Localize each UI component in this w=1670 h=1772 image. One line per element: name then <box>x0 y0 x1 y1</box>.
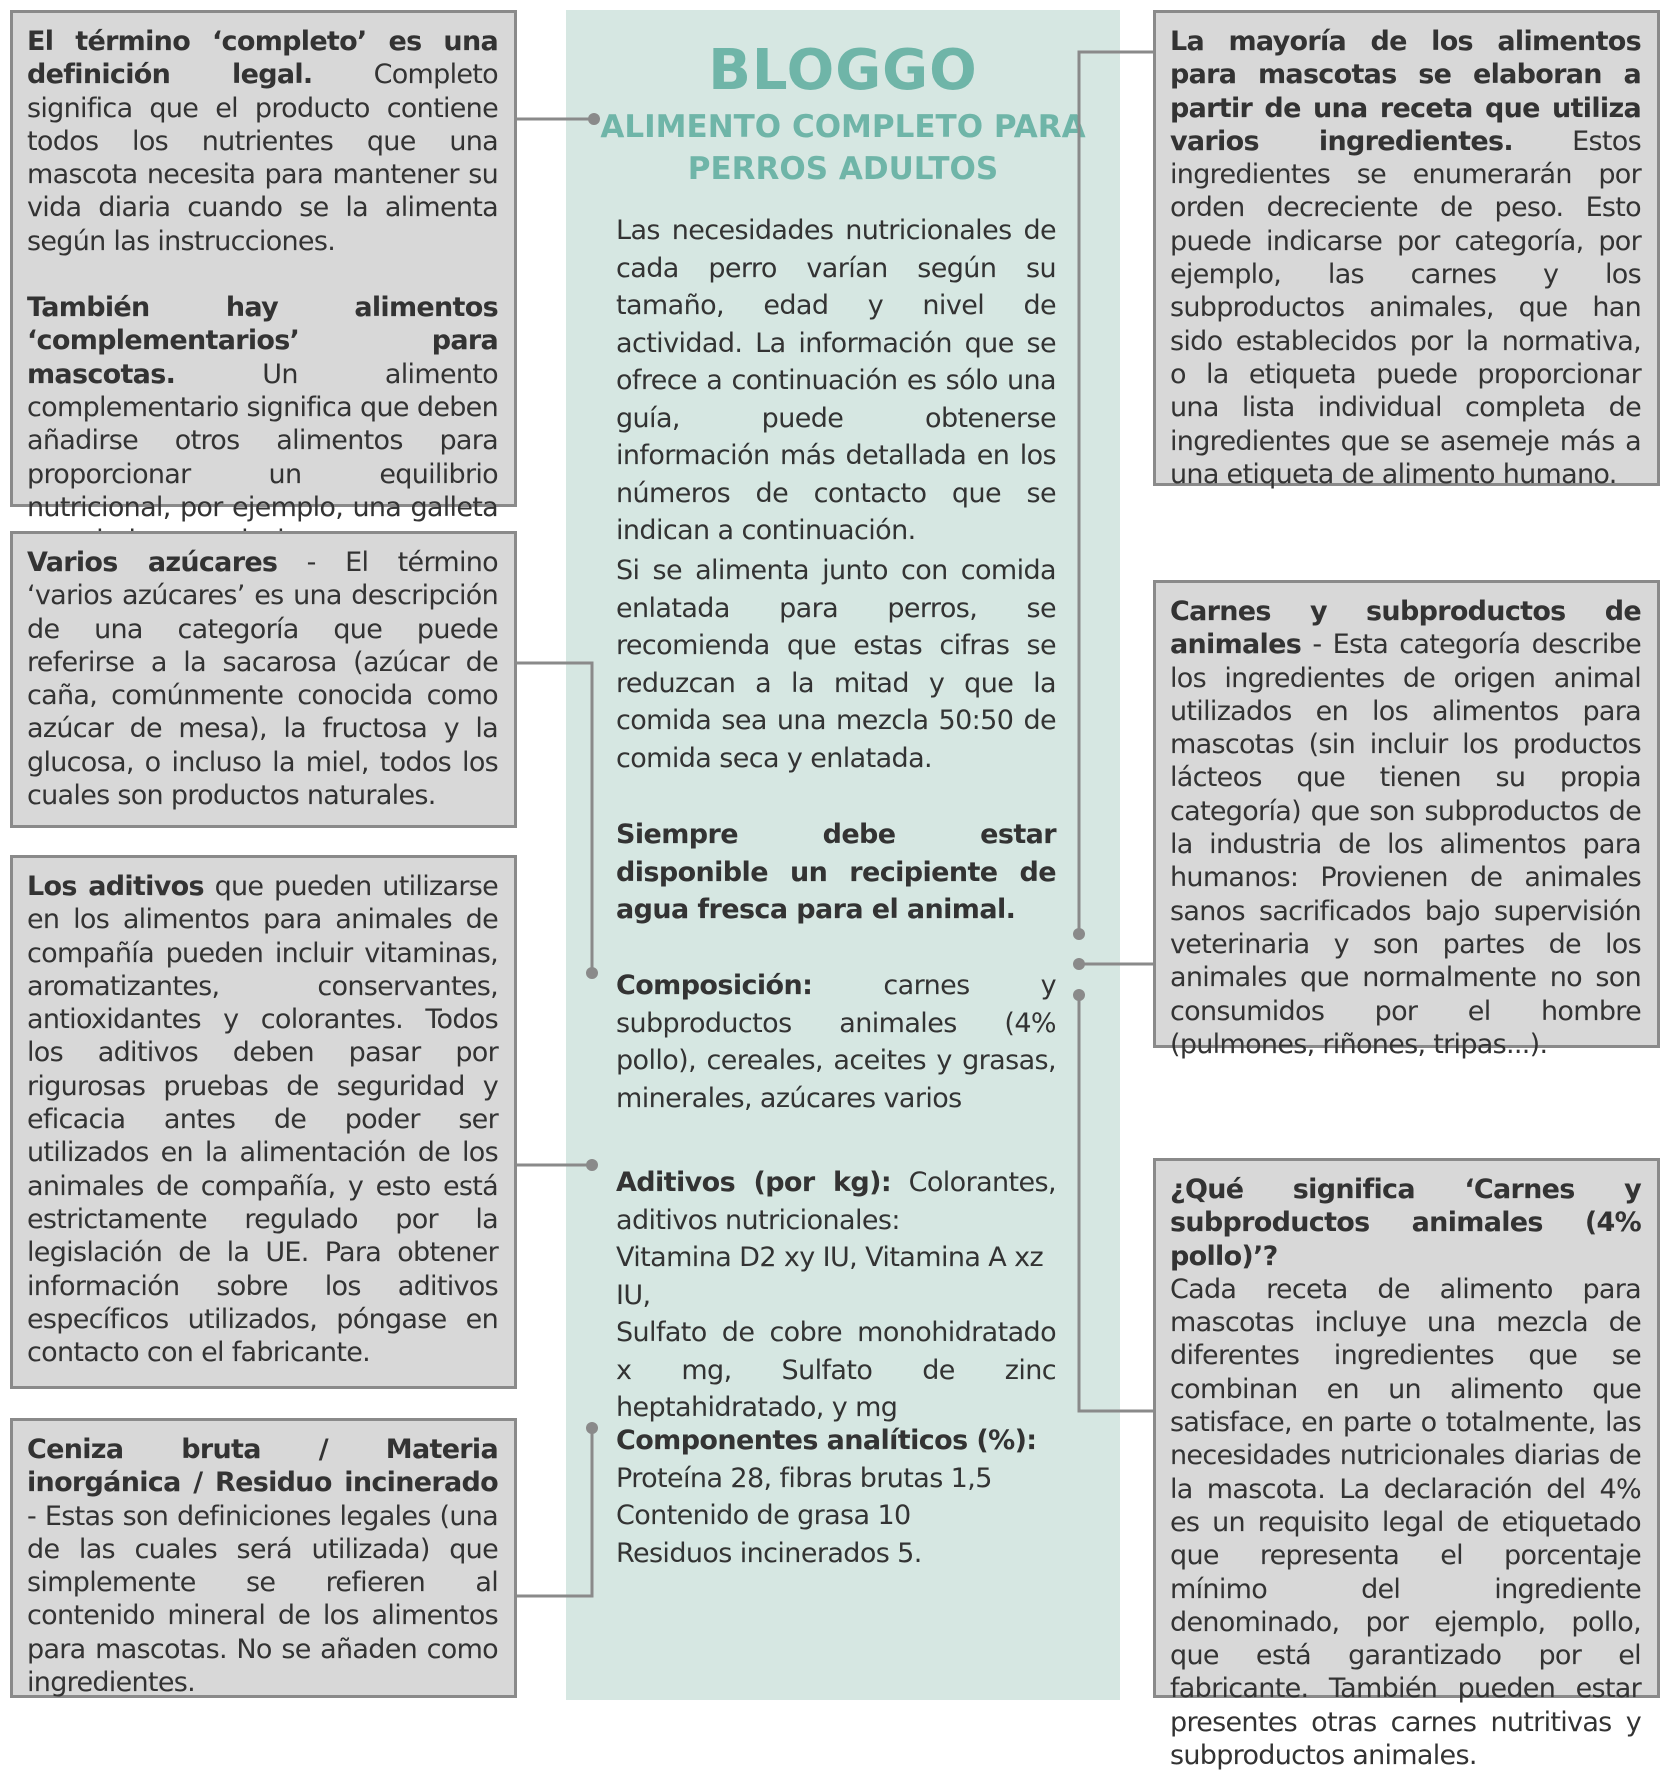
composition-label: Composición: <box>616 970 813 1001</box>
product-subtitle-line1: ALIMENTO COMPLETO PARA <box>600 109 1086 145</box>
analytic-label: Componentes analíticos (%): <box>616 1425 1037 1456</box>
feeding-text: Si se alimenta junto con comida enlatada para perros, se recomienda que estas cifras se reduzcan a la mitad y que la comida sea una mezcla 50:50 de comida seca y enlatada. <box>616 555 1056 774</box>
connector-significa <box>1079 995 1153 1411</box>
azucares-heading: Varios azúcares <box>27 547 278 578</box>
carnes-text: - Esta categoría describe los ingredientes de origen animal utilizados en los alimentos para mascotas (sin incluir los productos lácteos que tienen su propia categoría) que son subproductos de la industria de los alimentos para humanos: Provienen de animales sanos sacrificados bajo supervisión veterinaria y son partes de los animales que normalmente no son consumidos por el hombre (pulmones, riñones, tripas...). <box>1170 629 1641 1060</box>
analytic-protein: Proteína 28, fibras brutas 1,5 <box>616 1462 992 1494</box>
completo-heading: El término ‘completo’ es una definición legal. <box>27 26 498 91</box>
significa-text: Cada receta de alimento para mascotas incluye una mezcla de diferentes ingredientes que se combinan en un alimento que satisface, en parte o totalmente, las necesidades nutricionales diarias de la mascota. La declaración del 4% es un requisito legal de etiquetado que representa el porcentaje mínimo del ingrediente denominado, por ejemplo, pollo, que está garantizado por el fabricante. También pueden estar presentes otras carnes nutritivas y subproductos animales. <box>1170 1273 1641 1772</box>
azucares-text: - El término ‘varios azúcares’ es una descripción de una categoría que puede referirse a la sacarosa (azúcar de caña, comúnmente conocida como azúcar de mesa), la fructosa y la glucosa, o incluso la miel, todos los cuales son productos naturales. <box>27 547 498 812</box>
aditivos-heading: Los aditivos <box>27 871 204 902</box>
completo-text: Completo significa que el producto contiene todos los nutrientes que una mascota necesita para mantener su vida diaria cuando se la alimenta según las instrucciones. <box>27 59 498 257</box>
aditivos-text: que pueden utilizarse en los alimentos para animales de compañía pueden incluir vitaminas, aromatizantes, conservantes, antioxidantes y colorantes. Todos los aditivos deben pasar por rigurosas pruebas de seguridad y eficacia antes de poder ser utilizados en la alimentación de los animales de compañía, y esto está estrictamente regulado por la legislación de la UE. Para obtener información sobre los aditivos específicos utilizados, póngase en contacto con el fabricante. <box>27 871 499 1369</box>
ceniza-text: - Estas son definiciones legales (una de las cuales será utilizada) que simplemente se refieren al contenido mineral de los alimentos para mascotas. No se añaden como ingredientes. <box>27 1500 498 1699</box>
connector-dot-ceniza <box>586 1422 598 1434</box>
analytic-ash: Residuos incinerados 5. <box>616 1537 922 1569</box>
water-note: Siempre debe estar disponible un recipiente de agua fresca para el animal. <box>616 819 1056 925</box>
receta-text: Estos ingredientes se enumerarán por orden decreciente de peso. Esto puede indicarse por categoría, por ejemplo, las carnes y los subproductos animales, que han sido establecidos por la normativa, o la etiqueta puede proporcionar una lista individual completa de ingredientes que se asemeje más a una etiqueta de alimento humano. <box>1170 125 1641 490</box>
carnes-heading: Carnes y subproductos de animales <box>1170 596 1641 661</box>
connector-dot-carnes <box>1073 958 1085 970</box>
composition-text: carnes y subproductos animales (4% pollo), cereales, aceites y grasas, minerales, azúcares varios <box>616 970 1056 1114</box>
additives-minerals: Sulfato de cobre monohidratado x mg, Sulfato de zinc heptahidratado, y mg <box>616 1317 1056 1423</box>
connector-dot-aditivos <box>586 1159 598 1171</box>
additives-vitamins: Vitamina D2 xy IU, Vitamina A xz IU, <box>616 1242 1044 1311</box>
intro-text: Las necesidades nutricionales de cada perro varían según su tamaño, edad y nivel de actividad. La información que se ofrece a continuación es sólo una guía, puede obtenerse información más detallada en los números de contacto que se indican a continuación. <box>616 215 1056 546</box>
additives-text: Colorantes, aditivos nutricionales: <box>616 1167 1056 1236</box>
connector-dot-significa <box>1073 989 1085 1001</box>
connector-dot-receta <box>1073 928 1085 940</box>
analytic-fat: Contenido de grasa 10 <box>616 1500 911 1531</box>
significa-heading: ¿Qué significa ‘Carnes y subproductos animales (4% pollo)’? <box>1170 1174 1641 1272</box>
connector-ceniza <box>517 1428 592 1596</box>
additives-label: Aditivos (por kg): <box>616 1167 892 1198</box>
complementario-text: Un alimento complementario significa que deben añadirse otros alimentos para proporcionar un equilibrio nutricional, por ejemplo, una galleta <box>27 358 498 523</box>
complementario-heading: También hay alimentos ‘complementarios’ para mascotas. <box>27 292 498 390</box>
connector-dot-azucares <box>586 967 598 979</box>
receta-heading: La mayoría de los alimentos para mascotas se elaboran a partir de una receta que utiliza varios ingredientes. <box>1170 26 1641 157</box>
connector-receta <box>1079 52 1153 934</box>
ceniza-heading: Ceniza bruta / Materia inorgánica / Residuo incinerado <box>27 1434 498 1499</box>
connector-azucares <box>517 663 592 973</box>
connector-dot-completo <box>588 113 600 125</box>
brand-title: BLOGGO <box>708 38 978 103</box>
product-subtitle-line2: PERROS ADULTOS <box>687 151 999 187</box>
